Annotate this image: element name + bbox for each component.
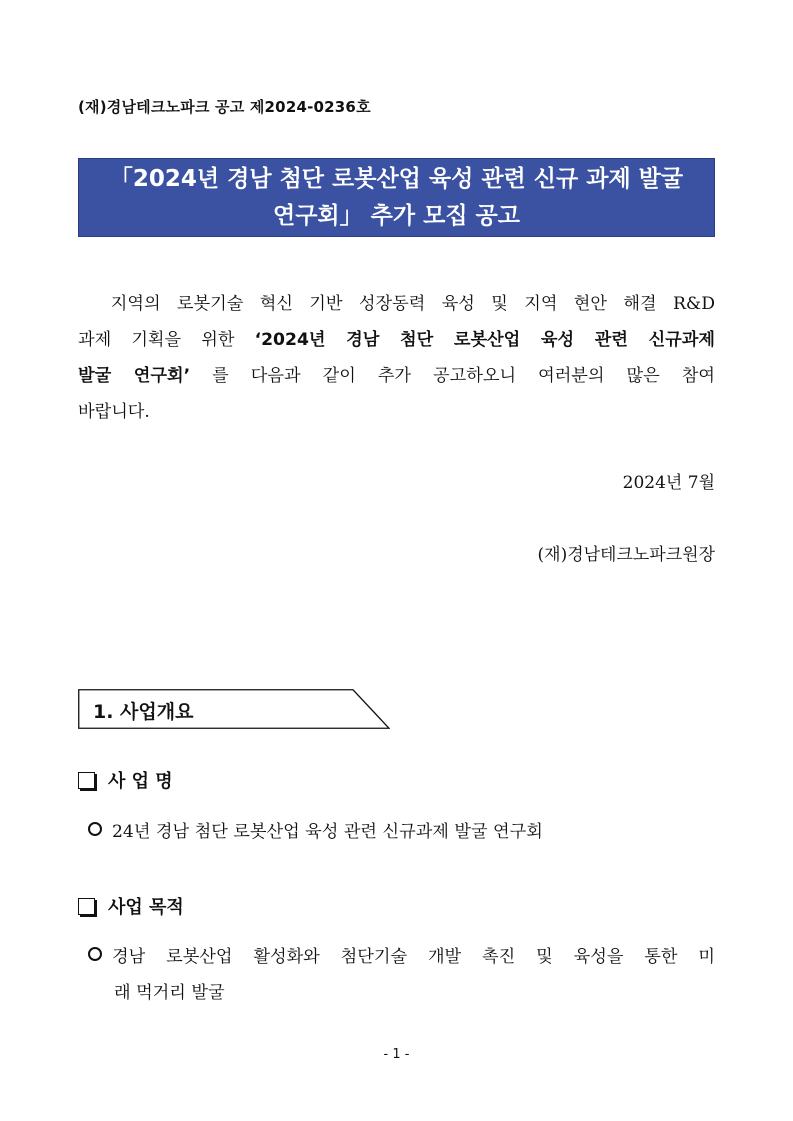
intro-line-1 bbox=[78, 286, 715, 322]
intro-line-3 bbox=[78, 358, 715, 394]
bullet-row-1 bbox=[88, 822, 543, 842]
intro-text-3: 를 다음과 같이 추가 공고하오니 여러분의 많은 참여 bbox=[212, 366, 715, 386]
notice-date: 2024년 7월 bbox=[622, 473, 715, 493]
circle-bullet-icon bbox=[88, 822, 102, 836]
notice-number: (재)경남테크노파크 공고 제2024-0236호 bbox=[78, 98, 371, 116]
item-heading-label-2: 사업 목적 bbox=[108, 897, 184, 918]
circle-bullet-icon bbox=[88, 947, 102, 961]
issuing-organization: (재)경남테크노파크원장 bbox=[537, 545, 715, 565]
intro-line-2 bbox=[78, 322, 715, 358]
title-line-1: 「2024년 경남 첨단 로봇산업 육성 관련 신규 과제 발굴 bbox=[109, 166, 684, 192]
intro-line-4 bbox=[78, 394, 715, 430]
item-heading-1 bbox=[78, 767, 173, 793]
intro-text-1: 지역의 로봇기술 혁신 기반 성장동력 육성 및 지역 현안 해결 R&D bbox=[110, 294, 715, 314]
intro-text-4: 바랍니다. bbox=[78, 402, 150, 422]
bullet-text-2: 경남 로봇산업 활성화와 첨단기술 개발 촉진 및 육성을 통한 미 bbox=[112, 947, 715, 967]
section-title: 1. 사업개요 bbox=[93, 701, 194, 723]
item-heading-label-1: 사 업 명 bbox=[108, 771, 173, 792]
section-header bbox=[78, 689, 390, 729]
title-line-2: 연구회」 추가 모집 공고 bbox=[273, 203, 520, 229]
intro-highlight-2: 발굴 연구회’ bbox=[78, 366, 191, 386]
notice-title-banner bbox=[78, 158, 715, 237]
bullet-item-2 bbox=[88, 939, 715, 1011]
bullet-text-2-cont: 래 먹거리 발굴 bbox=[114, 983, 225, 1003]
intro-highlight-1: ‘2024년 경남 첨단 로봇산업 육성 관련 신규과제 bbox=[254, 330, 715, 350]
item-heading-2 bbox=[78, 893, 184, 919]
checkbox-icon bbox=[78, 898, 95, 915]
intro-text-2: 과제 기획을 위한 bbox=[78, 330, 255, 350]
bullet-text-1: 24년 경남 첨단 로봇산업 육성 관련 신규과제 발굴 연구회 bbox=[112, 822, 543, 842]
bullet-row-2 bbox=[88, 939, 715, 975]
page-number: - 1 - bbox=[383, 1047, 410, 1062]
checkbox-icon bbox=[78, 772, 95, 789]
bullet-item-1 bbox=[88, 814, 715, 850]
intro-paragraph bbox=[78, 286, 715, 430]
